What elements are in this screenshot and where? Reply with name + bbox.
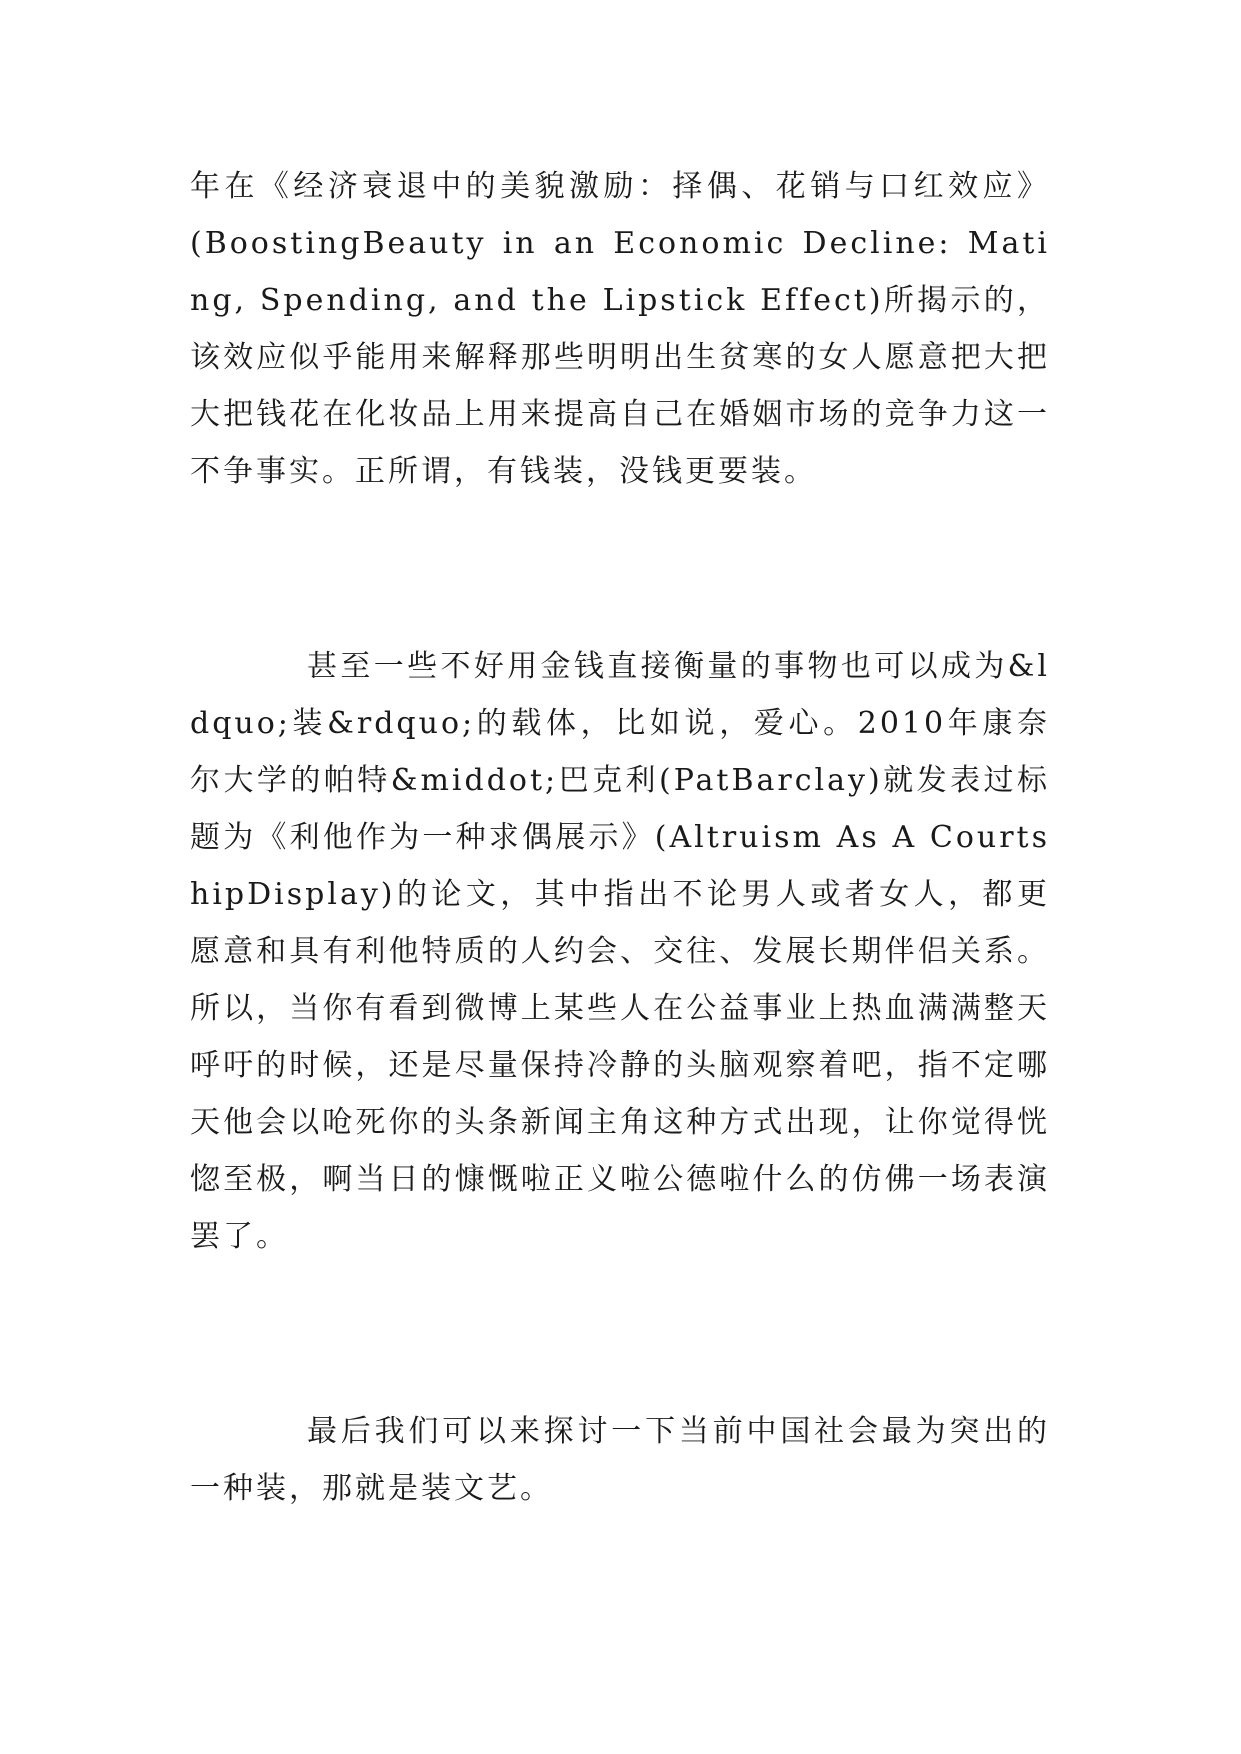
paragraph-altruism: 甚至一些不好用金钱直接衡量的事物也可以成为&ldquo;装&rdquo;的载体，比如说，爱心。2010年康奈尔大学的帕特&middot;巴克利(PatBarclay)就发表过标题为《利他作为一种求偶展示》(Altruism As A CourtshipDisplay)的论文，其中指出不论男人或者女人，都更愿意和具有利他特质的人约会、交往、发展长期伴侣关系。所以，当你有看到微博上某些人在公益事业上热血满满整天呼吁的时候，还是尽量保持冷静的头脑观察着吧，指不定哪天他会以呛死你的头条新闻主角这种方式出现，让你觉得恍惚至极，啊当日的慷慨啦正义啦公德啦什么的仿佛一场表演罢了。: [190, 649, 1050, 1254]
document-page: [190, 158, 1050, 1517]
paragraph-literary-pretense: 最后我们可以来探讨一下当前中国社会最为突出的一种装，那就是装文艺。: [190, 1414, 1050, 1506]
paragraph-lipstick-effect: 年在《经济衰退中的美貌激励：择偶、花销与口红效应》(BoostingBeauty in an Economic Decline: Mating, Spending, and the Lipstick Effect)所揭示的，该效应似乎能用来解释那些明明出生贫寒的女人愿意把大把大把钱花在化妆品上用来提高自己在婚姻市场的竞争力这一不争事实。正所谓，有钱装，没钱更要装。: [190, 169, 1050, 489]
